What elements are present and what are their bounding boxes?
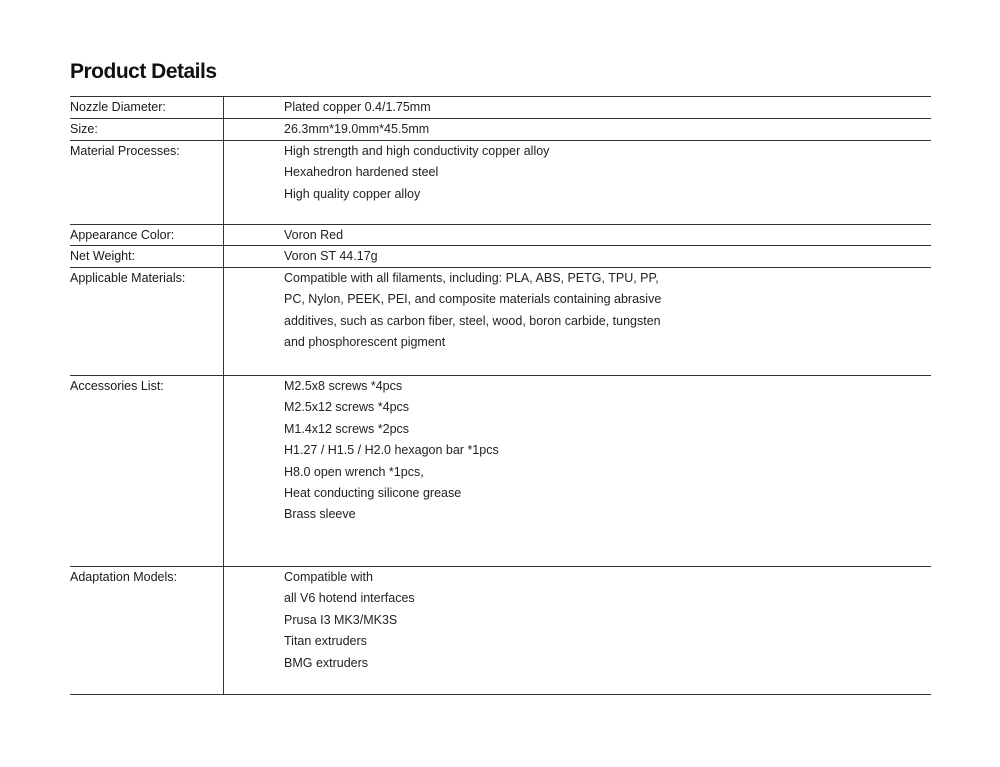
value-line: Titan extruders (284, 634, 367, 649)
row-values (224, 246, 931, 267)
row-values (224, 119, 931, 140)
value-line: 26.3mm*19.0mm*45.5mm (284, 122, 430, 136)
row-values (224, 376, 931, 566)
value-line: Compatible with all filaments, including: PLA, ABS, PETG, TPU, PP, (284, 271, 659, 285)
table-row (70, 567, 931, 695)
value-line: Prusa I3 MK3/MK3S (284, 612, 398, 627)
row-values (224, 141, 931, 224)
value-line: and phosphorescent pigment (284, 335, 446, 350)
value-line: Hexahedron hardened steel (284, 165, 439, 180)
row-label: Net Weight: (70, 246, 224, 267)
row-label: Adaptation Models: (70, 567, 224, 694)
row-values (224, 567, 931, 694)
table-row (70, 225, 931, 246)
row-label: Appearance Color: (70, 225, 224, 245)
value-line: High quality copper alloy (284, 186, 421, 201)
row-label: Material Processes: (70, 141, 224, 224)
row-values (224, 268, 931, 375)
value-line: Voron Red (284, 228, 344, 242)
row-label: Applicable Materials: (70, 268, 224, 375)
row-label: Nozzle Diameter: (70, 97, 224, 118)
table-row (70, 97, 931, 119)
row-label: Accessories List: (70, 376, 224, 566)
value-line: M2.5x12 screws *4pcs (284, 400, 410, 415)
table-row (70, 376, 931, 567)
value-line: additives, such as carbon fiber, steel, wood, boron carbide, tungsten (284, 313, 661, 328)
value-line: M2.5x8 screws *4pcs (284, 379, 403, 393)
value-line: Plated copper 0.4/1.75mm (284, 100, 431, 114)
value-line: Compatible with (284, 570, 373, 584)
value-line: Brass sleeve (284, 507, 356, 522)
value-line: Voron ST 44.17g (284, 249, 378, 263)
value-line: High strength and high conductivity copper alloy (284, 144, 550, 158)
row-values (224, 225, 931, 245)
table-row (70, 141, 931, 225)
table-row (70, 268, 931, 376)
value-line: PC, Nylon, PEEK, PEI, and composite materials containing abrasive (284, 292, 662, 307)
row-label: Size: (70, 119, 224, 140)
product-details-table (70, 96, 931, 695)
value-line: H8.0 open wrench *1pcs, (284, 464, 424, 479)
value-line: H1.27 / H1.5 / H2.0 hexagon bar *1pcs (284, 443, 499, 458)
value-line: M1.4x12 screws *2pcs (284, 421, 410, 436)
page-title: Product Details (70, 60, 217, 83)
value-line: Heat conducting silicone grease (284, 486, 462, 501)
row-values (224, 97, 931, 118)
table-row (70, 246, 931, 268)
value-line: all V6 hotend interfaces (284, 591, 415, 606)
value-line: BMG extruders (284, 655, 369, 670)
table-row (70, 119, 931, 141)
